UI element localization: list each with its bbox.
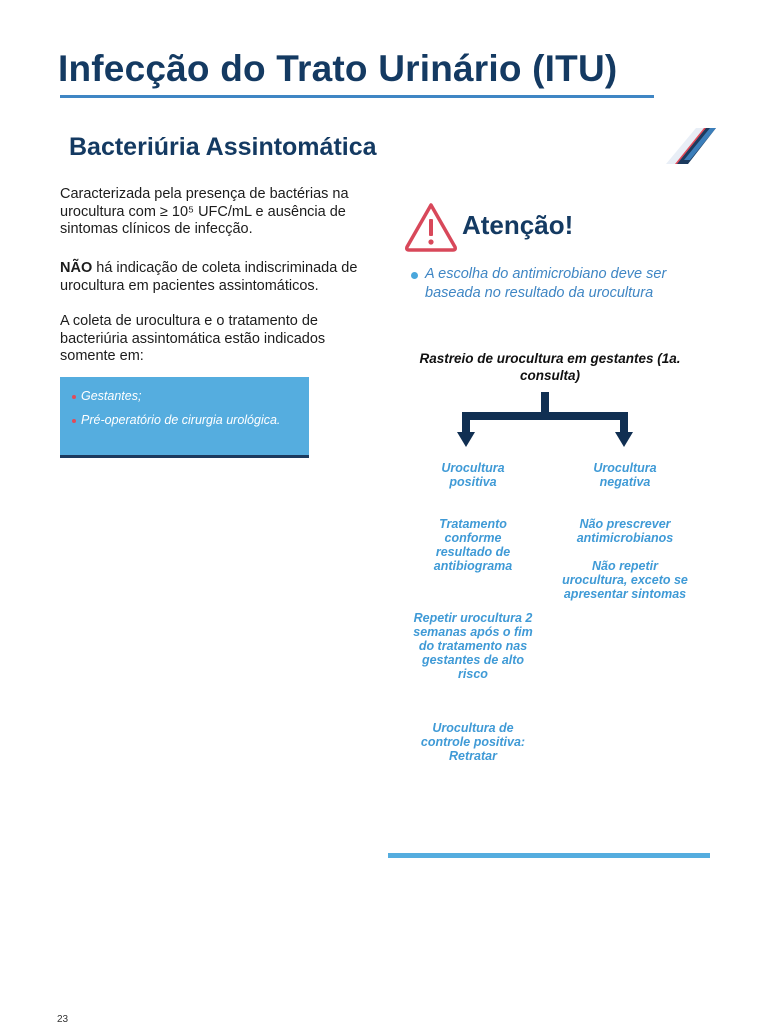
nao-rest-text: há indicação de coleta indiscriminada de urocultura em pacientes assintomáticos. (60, 260, 358, 294)
flow-node-treatment: Tratamento conforme resultado de antibiograma (433, 517, 513, 573)
attention-title: Atenção! (462, 210, 574, 240)
flow-node-no-prescribe: Não prescrever antimicrobianos (576, 517, 674, 545)
flowchart-title: Rastreio de urocultura em gestantes (1a. consulta) (419, 351, 681, 383)
intro-paragraph: Caracterizada pela presença de bactérias na urocultura com ≥ 10⁵ UFC/mL e ausência de sintomas clínicos de infecção. (60, 186, 349, 237)
flow-node-no-repeat: Não repetir urocultura, exceto se apresentar sintomas (562, 559, 688, 601)
bottom-divider (388, 853, 710, 858)
flowchart-branch-arrows (455, 392, 635, 450)
decorative-stripes (662, 126, 716, 166)
indications-list (60, 377, 309, 428)
page-title: Infecção do Trato Urinário (ITU) (58, 48, 618, 89)
nao-emphasis: NÃO (60, 260, 93, 276)
flow-node-negative: Urocultura negativa (593, 461, 657, 489)
bullet-icon (411, 272, 418, 279)
title-underline (60, 95, 654, 98)
indication-item: Pré-operatório de cirurgia urológica. (72, 413, 301, 428)
indication-item: Gestantes; (72, 389, 301, 404)
indication-paragraph: A coleta de urocultura e o tratamento de bacteriúria assintomática estão indicados somente em: (60, 313, 326, 364)
warning-icon (403, 201, 459, 253)
section-title: Bacteriúria Assintomática (69, 133, 377, 161)
indications-box (60, 377, 309, 458)
page-number: 23 (57, 1014, 69, 1025)
flow-node-control: Urocultura de controle positiva: Retratar (420, 721, 526, 763)
flow-node-repeat: Repetir urocultura 2 semanas após o fim do tratamento nas gestantes de alto risco (413, 611, 533, 681)
attention-text: A escolha do antimicrobiano deve ser baseada no resultado da urocultura (425, 266, 667, 301)
nao-paragraph (60, 260, 380, 295)
flow-node-positive: Urocultura positiva (441, 461, 505, 489)
